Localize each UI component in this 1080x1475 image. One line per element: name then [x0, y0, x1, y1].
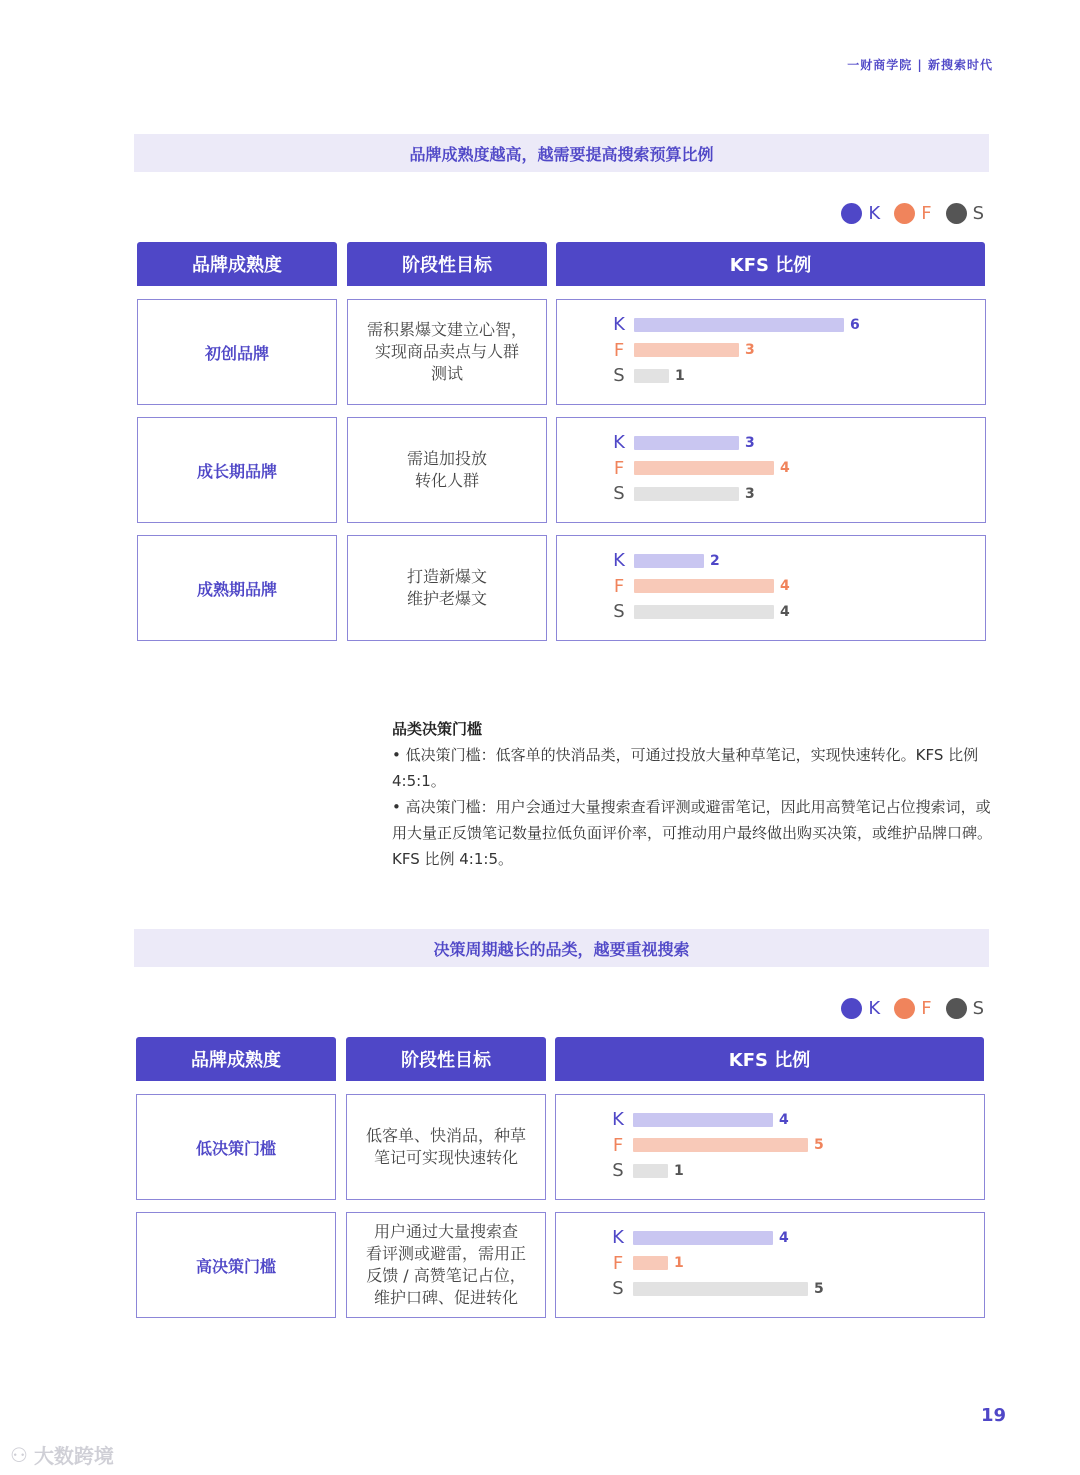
bar-key-label: K	[613, 432, 625, 453]
header-stage-goal: 阶段性目标	[346, 1037, 546, 1081]
bar-k	[634, 436, 739, 450]
row-label: 初创品牌	[137, 299, 337, 405]
legend-item-s	[946, 998, 984, 1019]
legend-label: S	[972, 203, 984, 224]
bar-f	[634, 579, 774, 593]
bar-value-label: 3	[745, 434, 755, 451]
bar-key-label: K	[613, 550, 625, 571]
bar-value-label: 2	[710, 552, 720, 569]
watermark	[10, 1440, 114, 1469]
bar-value-label: 3	[745, 485, 755, 502]
legend-item-k	[841, 203, 880, 224]
bar-row-f	[604, 575, 790, 597]
bar-row-k	[604, 314, 860, 336]
legend-dot-icon	[946, 998, 967, 1019]
bar-value-label: 4	[780, 603, 790, 620]
bar-value-label: 4	[779, 1111, 789, 1128]
bar-row-k	[603, 1109, 789, 1131]
bar-key-label: S	[612, 1160, 624, 1181]
legend-label: S	[972, 998, 984, 1019]
bar-key-label: S	[613, 483, 625, 504]
bar-value-label: 4	[780, 460, 790, 476]
bar-s	[634, 605, 774, 619]
decision-threshold-text	[392, 716, 992, 872]
bar-value-label: 1	[674, 1162, 684, 1179]
bar-value-label: 1	[674, 1255, 684, 1271]
legend-dot-icon	[841, 998, 862, 1019]
row-goal: 需积累爆文建立心智， 实现商品卖点与人群 测试	[347, 299, 547, 405]
bar-row-s	[604, 365, 685, 387]
bar-row-k	[604, 550, 720, 572]
bar-f	[634, 461, 774, 475]
row-kfs-chart	[555, 1094, 985, 1200]
legend-dot-icon	[946, 203, 967, 224]
legend-item-f	[894, 998, 931, 1019]
bar-value-label: 3	[745, 342, 755, 358]
bar-key-label: F	[613, 457, 625, 479]
watermark-logo-icon: ⚇	[10, 1442, 28, 1467]
row-goal: 打造新爆文 维护老爆文	[347, 535, 547, 641]
bar-value-label: 6	[850, 316, 860, 333]
bar-row-f	[603, 1252, 684, 1274]
bar-s	[634, 369, 669, 383]
bar-key-label: F	[612, 1134, 624, 1156]
section1-legend	[841, 203, 984, 224]
header-tag: 一财商学院 | 新搜索时代	[847, 58, 993, 72]
bar-row-f	[604, 457, 790, 479]
legend-dot-icon	[894, 203, 915, 224]
watermark-text: 大数跨境	[33, 1444, 114, 1468]
bar-key-label: K	[612, 1227, 624, 1248]
bar-f	[633, 1138, 808, 1152]
legend-label: K	[868, 998, 881, 1019]
legend-label: K	[868, 203, 881, 224]
bar-key-label: S	[613, 601, 625, 622]
bar-s	[633, 1282, 808, 1296]
page-number: 19	[980, 1405, 1006, 1426]
header-kfs-ratio: KFS 比例	[556, 242, 985, 286]
bar-row-s	[604, 601, 790, 623]
bar-key-label: K	[613, 314, 625, 335]
bar-k	[633, 1113, 773, 1127]
bar-key-label: S	[612, 1278, 624, 1299]
row-kfs-chart	[555, 1212, 985, 1318]
bar-f	[634, 343, 739, 357]
bar-row-s	[603, 1278, 824, 1300]
bar-row-f	[603, 1134, 824, 1156]
legend-item-s	[946, 203, 984, 224]
row-kfs-chart	[556, 417, 986, 523]
bar-s	[634, 487, 739, 501]
row-goal: 需追加投放 转化人群	[347, 417, 547, 523]
text-paragraph-high: • 高决策门槛：用户会通过大量搜索查看评测或避雷笔记，因此用高赞笔记占位搜索词，或用大量正反馈笔记数量拉低负面评价率，可推动用户最终做出购买决策，或维护品牌口碑。KFS 比例 4:1:5。	[392, 798, 993, 868]
bar-value-label: 5	[814, 1137, 824, 1153]
bar-row-s	[603, 1160, 684, 1182]
row-kfs-chart	[556, 299, 986, 405]
row-goal: 用户通过大量搜索查 看评测或避雷，需用正 反馈 / 高赞笔记占位， 维护口碑、促进转化	[346, 1212, 546, 1318]
bar-key-label: F	[613, 575, 625, 597]
legend-dot-icon	[841, 203, 862, 224]
section2-legend	[841, 998, 984, 1019]
row-label: 高决策门槛	[136, 1212, 336, 1318]
bar-row-k	[603, 1227, 789, 1249]
bar-k	[634, 318, 844, 332]
legend-item-k	[841, 998, 880, 1019]
header-brand-maturity: 品牌成熟度	[137, 242, 337, 286]
text-title: 品类决策门槛	[392, 720, 483, 738]
text-paragraph-low: • 低决策门槛：低客单的快消品类，可通过投放大量种草笔记，实现快速转化。KFS 比例 4:5:1。	[392, 746, 979, 790]
bar-value-label: 5	[814, 1280, 824, 1297]
bar-row-k	[604, 432, 755, 454]
bar-row-f	[604, 339, 755, 361]
row-label: 成长期品牌	[137, 417, 337, 523]
row-label: 成熟期品牌	[137, 535, 337, 641]
row-kfs-chart	[556, 535, 986, 641]
bar-key-label: K	[612, 1109, 624, 1130]
bar-k	[634, 554, 704, 568]
legend-label: F	[921, 998, 932, 1019]
row-goal: 低客单、快消品，种草 笔记可实现快速转化	[346, 1094, 546, 1200]
section2-banner: 决策周期越长的品类，越要重视搜索	[134, 929, 989, 967]
legend-dot-icon	[894, 998, 915, 1019]
bar-key-label: F	[612, 1252, 624, 1274]
bar-value-label: 1	[675, 367, 685, 384]
bar-key-label: S	[613, 365, 625, 386]
header-stage-goal: 阶段性目标	[347, 242, 547, 286]
header-brand-maturity: 品牌成熟度	[136, 1037, 336, 1081]
section1-banner: 品牌成熟度越高，越需要提高搜索预算比例	[134, 134, 989, 172]
bar-value-label: 4	[779, 1229, 789, 1246]
header-kfs-ratio: KFS 比例	[555, 1037, 984, 1081]
legend-label: F	[921, 203, 932, 224]
legend-item-f	[894, 203, 931, 224]
bar-key-label: F	[613, 339, 625, 361]
bar-f	[633, 1256, 668, 1270]
bar-value-label: 4	[780, 578, 790, 594]
bar-s	[633, 1164, 668, 1178]
bar-row-s	[604, 483, 755, 505]
row-label: 低决策门槛	[136, 1094, 336, 1200]
bar-k	[633, 1231, 773, 1245]
